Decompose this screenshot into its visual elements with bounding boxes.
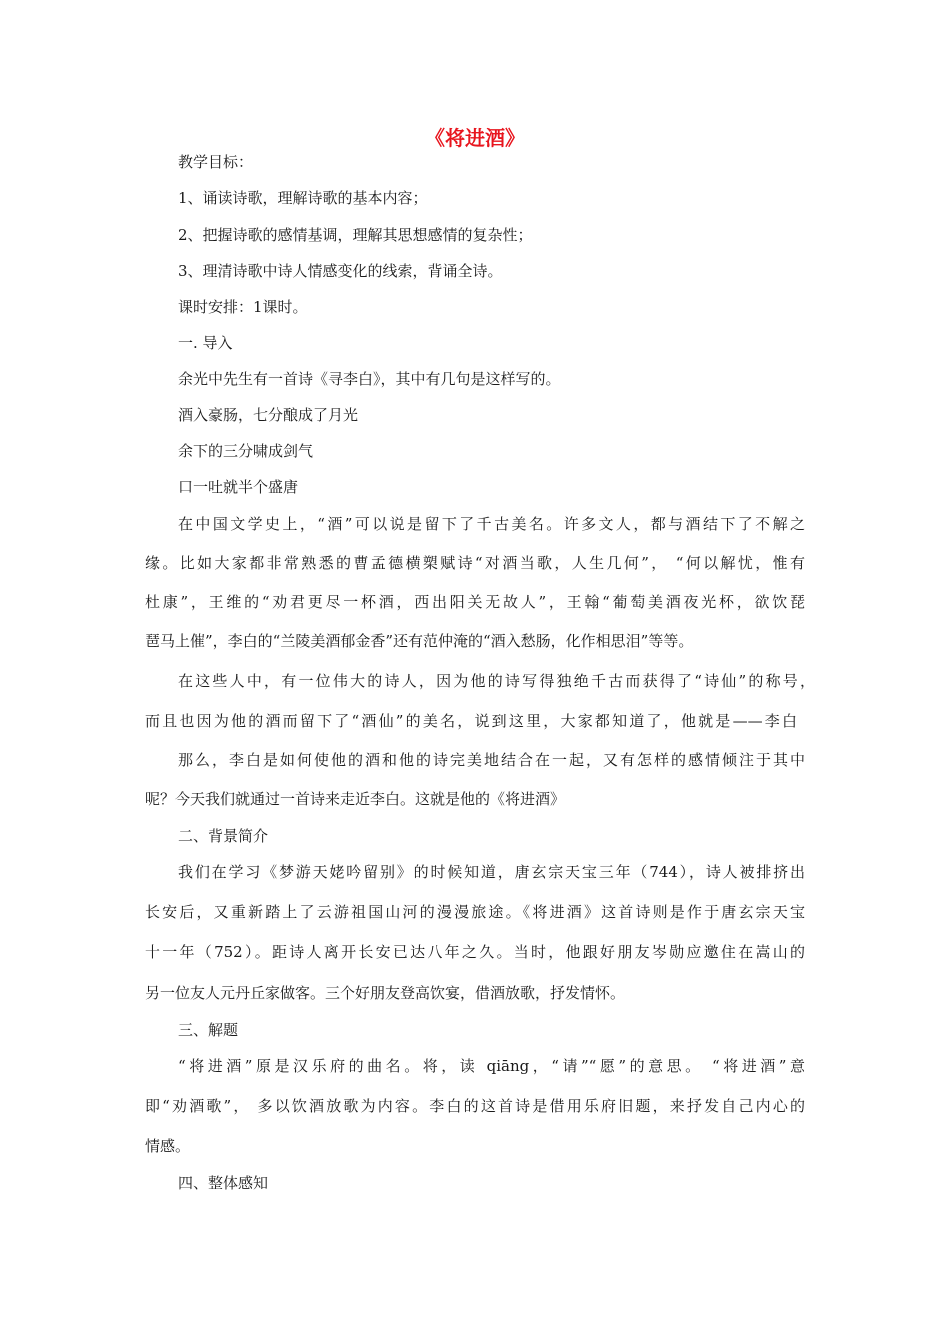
section-heading-intro: 一. 导入 xyxy=(178,334,233,352)
paragraph-line: 在中国文学史上，“酒”可以说是留下了千古美名。许多文人，都与酒结下了不解之 xyxy=(178,515,805,533)
section-heading-background: 二、背景简介 xyxy=(178,827,269,845)
objective-item-3: 3、理清诗歌中诗人情感变化的线索，背诵全诗。 xyxy=(178,262,503,280)
paragraph-line: 而且也因为他的酒而留下了“酒仙”的美名，说到这里，大家都知道了，他就是——李白 xyxy=(145,712,797,730)
paragraph-line: 琶马上催”，李白的“兰陵美酒郁金香”还有范仲淹的“酒入愁肠，化作相思泪”等等。 xyxy=(145,632,694,650)
paragraph-line: 缘。比如大家都非常熟悉的曹孟德横槊赋诗“对酒当歌，人生几何”， “何以解忧，惟有 xyxy=(145,554,805,572)
paragraph-line: 在这些人中，有一位伟大的诗人，因为他的诗写得独绝千古而获得了“诗仙”的称号， xyxy=(178,672,815,690)
section-heading-overview: 四、整体感知 xyxy=(178,1174,269,1192)
poem-line: 口一吐就半个盛唐 xyxy=(178,478,299,496)
poem-line: 余下的三分啸成剑气 xyxy=(178,442,314,460)
schedule-line: 课时安排：1课时。 xyxy=(178,298,308,316)
paragraph-line: 另一位友人元丹丘家做客。三个好朋友登高饮宴，借酒放歌，抒发情怀。 xyxy=(145,984,626,1002)
paragraph-line: 杜康”，王维的“劝君更尽一杯酒，西出阳关无故人”，王翰“葡萄美酒夜光杯，欲饮琵 xyxy=(145,593,805,611)
paragraph-line: 那么，李白是如何使他的酒和他的诗完美地结合在一起，又有怎样的感情倾注于其中 xyxy=(178,751,805,769)
poem-line: 酒入豪肠，七分酿成了月光 xyxy=(178,406,359,424)
paragraph-line: 十一年（752）。距诗人离开长安已达八年之久。当时，他跟好朋友岑勋应邀住在嵩山的 xyxy=(145,943,805,961)
paragraph-line: “将进酒”原是汉乐府的曲名。将，读 qiāng，“请”“愿”的意思。 “将进酒”意 xyxy=(178,1057,805,1075)
paragraph-line: 情感。 xyxy=(145,1137,191,1155)
paragraph-line: 即“劝酒歌”， 多以饮酒放歌为内容。李白的这首诗是借用乐府旧题，来抒发自己内心的 xyxy=(145,1097,805,1115)
paragraph-line: 呢？今天我们就通过一首诗来走近李白。这就是他的《将进酒》 xyxy=(145,790,566,808)
objective-item-2: 2、把握诗歌的感情基调，理解其思想感情的复杂性； xyxy=(178,226,533,244)
section-label-objectives: 教学目标： xyxy=(178,153,254,171)
paragraph-line: 余光中先生有一首诗《寻李白》，其中有几句是这样写的。 xyxy=(178,370,561,388)
objective-item-1: 1、诵读诗歌，理解诗歌的基本内容； xyxy=(178,189,428,207)
document-title: 《将进酒》 xyxy=(425,126,525,150)
section-heading-title-explanation: 三、解题 xyxy=(178,1021,239,1039)
paragraph-line: 我们在学习《梦游天姥吟留别》的时候知道，唐玄宗天宝三年（744），诗人被排挤出 xyxy=(178,863,805,881)
paragraph-line: 长安后，又重新踏上了云游祖国山河的漫漫旅途。《将进酒》这首诗则是作于唐玄宗天宝 xyxy=(145,903,805,921)
